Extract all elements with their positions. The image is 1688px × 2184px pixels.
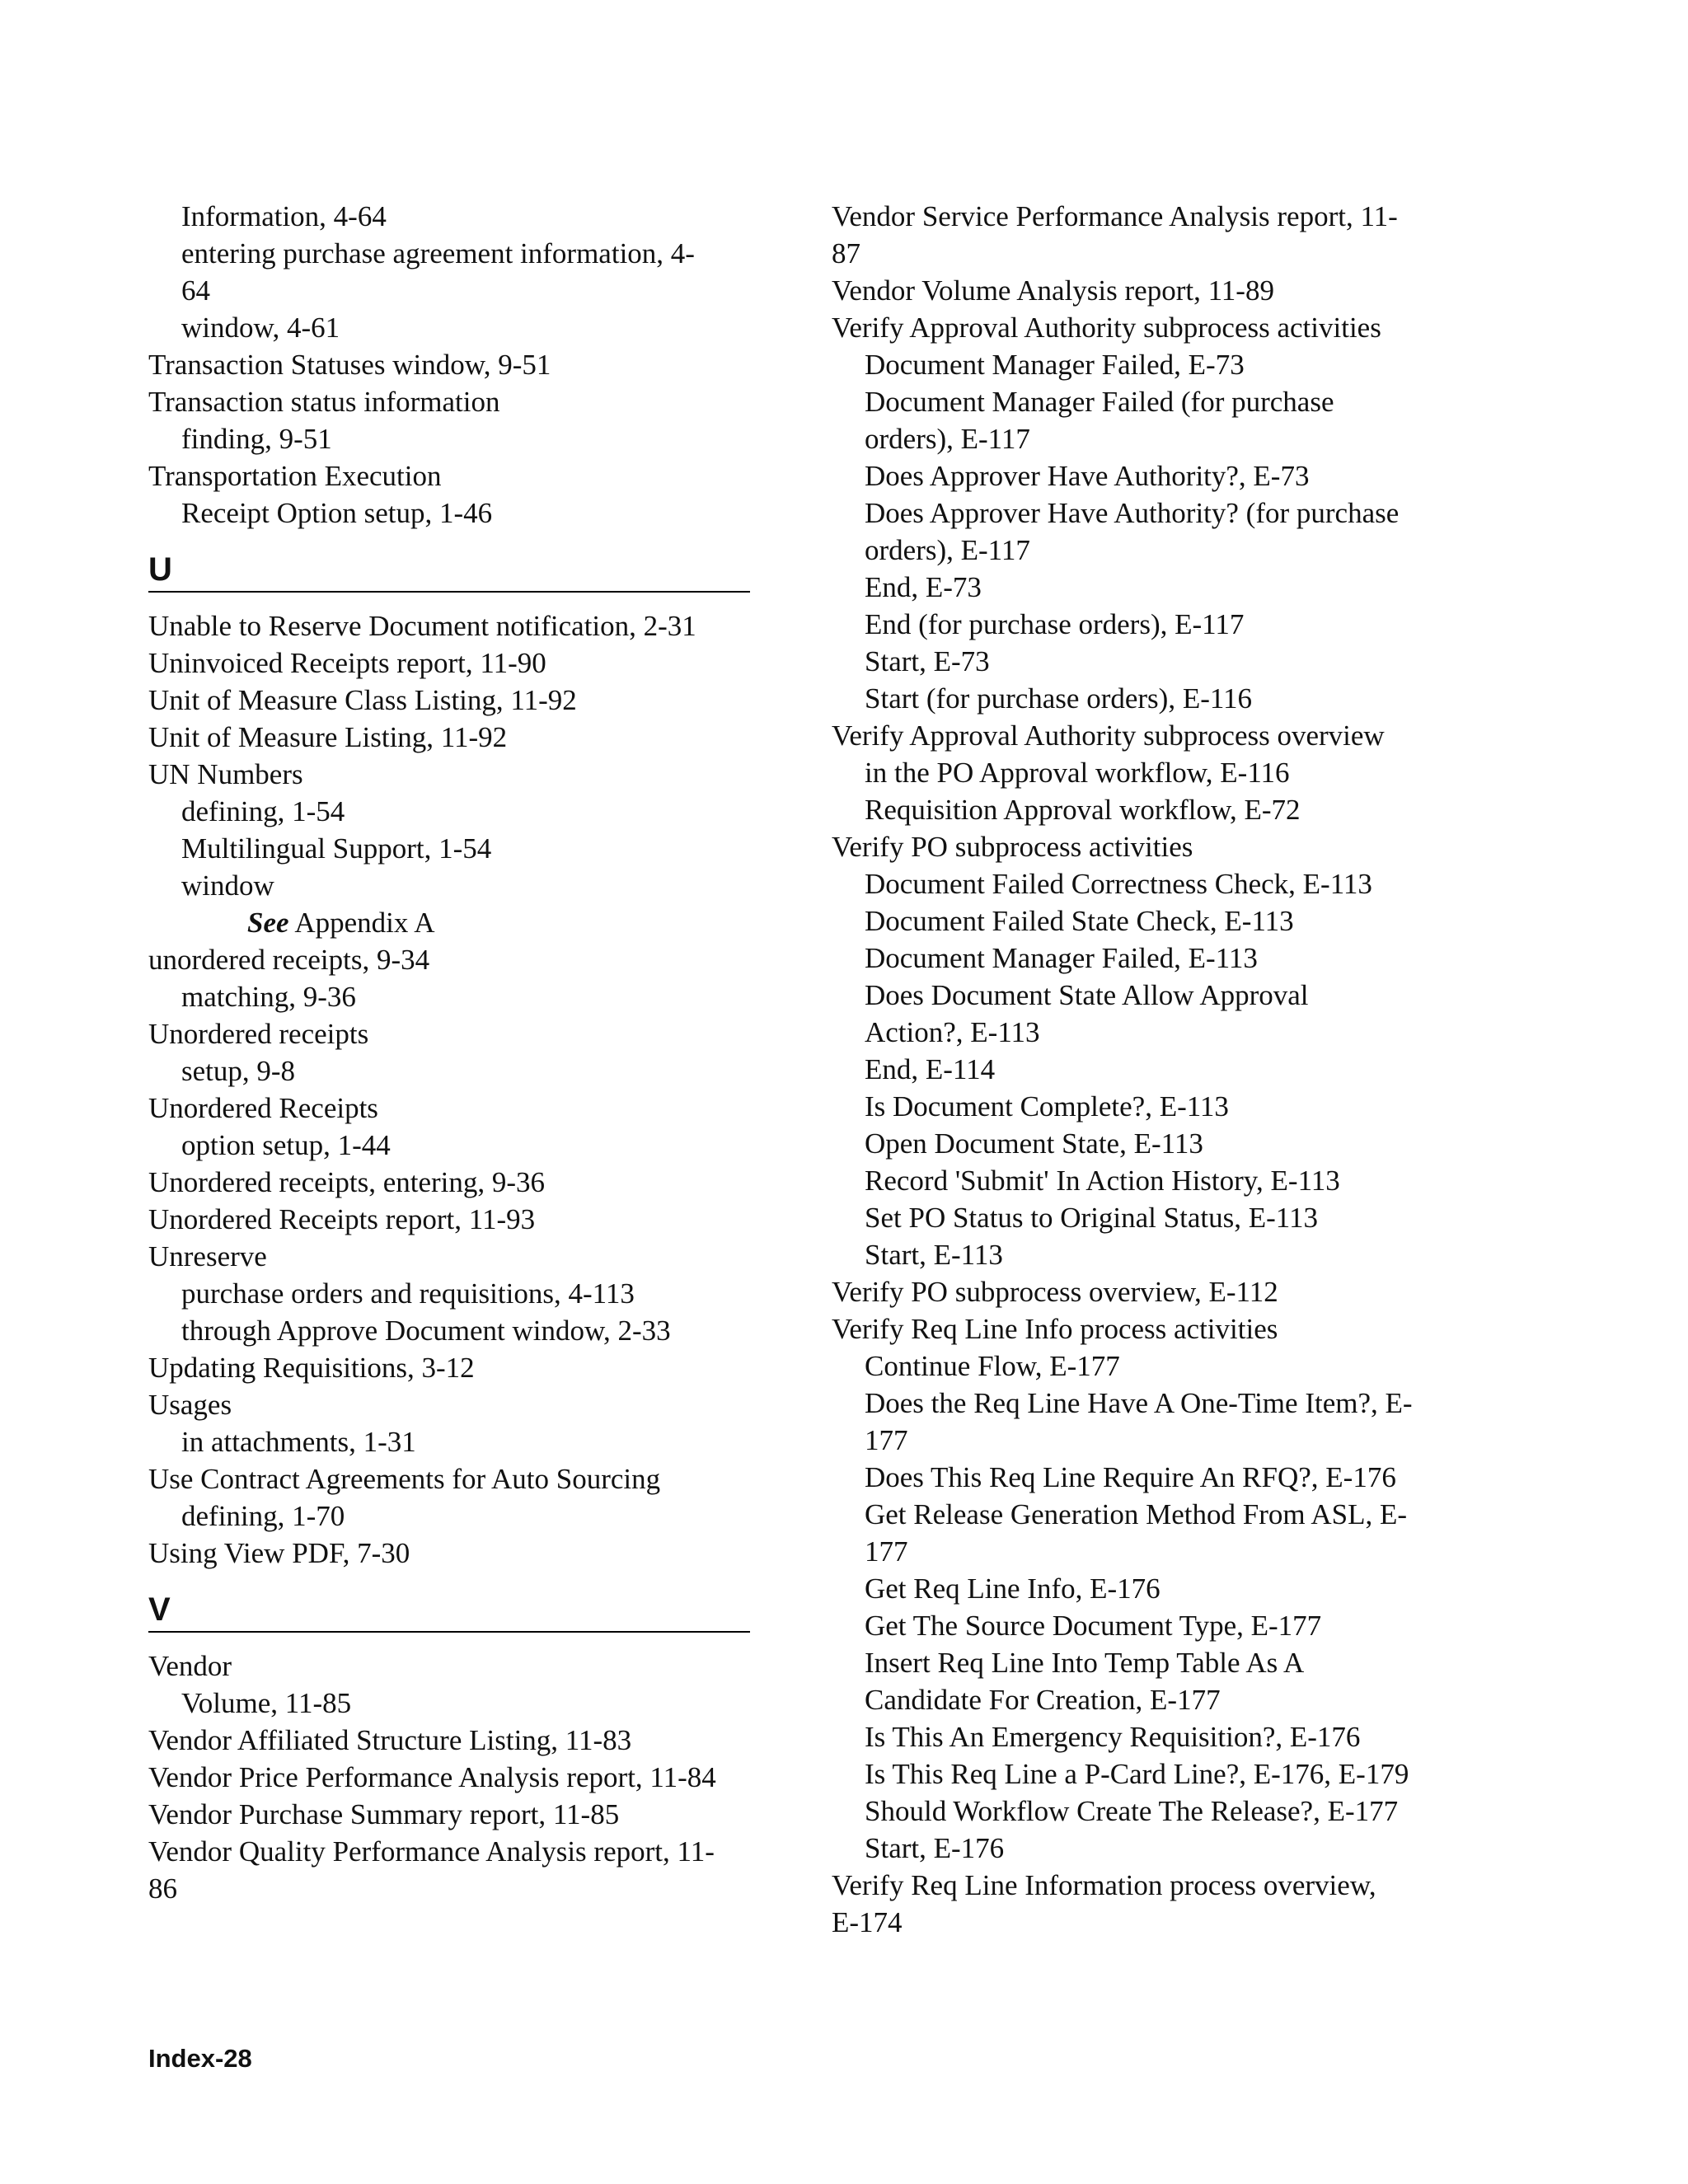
index-subentry: orders), E-117: [865, 423, 1030, 455]
index-subentry: End, E-114: [865, 1053, 996, 1085]
index-column-right: [832, 198, 1450, 1941]
index-subentry: Document Manager Failed, E-113: [865, 942, 1258, 974]
index-subentry: matching, 9-36: [181, 981, 356, 1013]
index-subentry: Receipt Option setup, 1-46: [181, 497, 493, 529]
index-entry: Vendor Volume Analysis report, 11-89: [832, 274, 1274, 307]
index-entry: Transportation Execution: [148, 460, 442, 492]
index-subentry: Is Document Complete?, E-113: [865, 1090, 1229, 1122]
index-subentry: End (for purchase orders), E-117: [865, 608, 1245, 640]
index-entry: Verify Approval Authority subprocess overview: [832, 719, 1385, 752]
index-subentry: Start (for purchase orders), E-116: [865, 682, 1253, 715]
index-subentry: Get Release Generation Method From ASL, E-: [865, 1498, 1408, 1530]
index-entry: Unordered Receipts: [148, 1092, 378, 1124]
index-subentry: Open Document State, E-113: [865, 1127, 1203, 1160]
index-subentry: Document Failed State Check, E-113: [865, 905, 1294, 937]
index-subentry: window: [181, 869, 274, 902]
index-subentry: Start, E-113: [865, 1239, 1003, 1271]
index-subentry: in attachments, 1-31: [181, 1426, 416, 1458]
index-entry: Vendor Purchase Summary report, 11-85: [148, 1798, 620, 1830]
index-entry: Usages: [148, 1389, 232, 1421]
index-letter-heading: V: [148, 1572, 750, 1633]
index-letter-heading: U: [148, 532, 750, 593]
index-subentry: Does Approver Have Authority?, E-73: [865, 460, 1310, 492]
index-entry: Updating Requisitions, 3-12: [148, 1352, 475, 1384]
index-subentry: Get Req Line Info, E-176: [865, 1572, 1160, 1605]
index-entry: Vendor Price Performance Analysis report, 11-84: [148, 1761, 716, 1793]
index-entry: Unreserve: [148, 1240, 267, 1272]
index-subentry: in the PO Approval workflow, E-116: [865, 757, 1290, 789]
index-subentry: Action?, E-113: [865, 1016, 1040, 1048]
index-column-left: [148, 198, 750, 1907]
index-entry: 86: [148, 1872, 177, 1905]
index-subentry: Does Approver Have Authority? (for purchase: [865, 497, 1400, 529]
index-entry: Vendor Service Performance Analysis report, 11-: [832, 200, 1398, 232]
index-entry: Verify Req Line Information process overview,: [832, 1869, 1376, 1901]
index-subentry: purchase orders and requisitions, 4-113: [181, 1277, 635, 1310]
index-entry: Transaction Statuses window, 9-51: [148, 349, 551, 381]
index-subentry: Insert Req Line Into Temp Table As A: [865, 1647, 1305, 1679]
index-entry: Verify PO subprocess overview, E-112: [832, 1276, 1278, 1308]
index-entry: UN Numbers: [148, 758, 303, 790]
index-entry: Vendor Quality Performance Analysis report, 11-: [148, 1835, 715, 1868]
index-entry: Verify Approval Authority subprocess activities: [832, 312, 1381, 344]
index-subentry: Does Document State Allow Approval: [865, 979, 1309, 1011]
index-entry: Unit of Measure Class Listing, 11-92: [148, 684, 577, 716]
index-subentry: Should Workflow Create The Release?, E-177: [865, 1795, 1399, 1827]
index-entry: unordered receipts, 9-34: [148, 944, 430, 976]
index-subentry: Candidate For Creation, E-177: [865, 1684, 1221, 1716]
index-see-reference: [148, 904, 750, 941]
index-subentry: Start, E-73: [865, 645, 990, 677]
index-subentry: Document Manager Failed (for purchase: [865, 386, 1334, 418]
index-subentry: option setup, 1-44: [181, 1129, 391, 1161]
index-subentry: Is This Req Line a P-Card Line?, E-176, E-179: [865, 1758, 1409, 1790]
see-target: Appendix A: [288, 907, 435, 939]
index-entry: Using View PDF, 7-30: [148, 1537, 410, 1569]
index-entry: Vendor Affiliated Structure Listing, 11-83: [148, 1724, 632, 1756]
index-subentry: through Approve Document window, 2-33: [181, 1315, 671, 1347]
index-entry: Verify Req Line Info process activities: [832, 1313, 1278, 1345]
index-entry: Unordered receipts: [148, 1018, 369, 1050]
index-subentry: Get The Source Document Type, E-177: [865, 1610, 1322, 1642]
index-subentry: window, 4-61: [181, 312, 340, 344]
index-entry: E-174: [832, 1906, 903, 1938]
index-entry: Unordered Receipts report, 11-93: [148, 1203, 536, 1235]
index-subentry: defining, 1-54: [181, 795, 345, 827]
index-entry: Uninvoiced Receipts report, 11-90: [148, 647, 546, 679]
index-entry: 87: [832, 237, 860, 269]
index-subentry: Does This Req Line Require An RFQ?, E-176: [865, 1461, 1396, 1493]
index-subentry: Set PO Status to Original Status, E-113: [865, 1202, 1318, 1234]
index-subentry: Requisition Approval workflow, E-72: [865, 794, 1301, 826]
index-subentry: Does the Req Line Have A One-Time Item?, E-: [865, 1387, 1413, 1419]
index-subentry: Continue Flow, E-177: [865, 1350, 1120, 1382]
index-subentry: 64: [181, 274, 210, 307]
index-subentry: finding, 9-51: [181, 423, 332, 455]
index-entry: Unordered receipts, entering, 9-36: [148, 1166, 546, 1198]
index-subentry: Document Manager Failed, E-73: [865, 349, 1245, 381]
index-subentry: Document Failed Correctness Check, E-113: [865, 868, 1372, 900]
index-subentry: Information, 4-64: [181, 200, 387, 232]
index-entry: Use Contract Agreements for Auto Sourcing: [148, 1463, 661, 1495]
index-subentry: Start, E-176: [865, 1832, 1005, 1864]
index-subentry: defining, 1-70: [181, 1500, 345, 1532]
index-entry: Transaction status information: [148, 386, 500, 418]
page-footer-label: Index-28: [148, 2044, 252, 2073]
index-entry: Unit of Measure Listing, 11-92: [148, 721, 508, 753]
index-subentry: entering purchase agreement information, 4-: [181, 237, 695, 269]
index-subentry: orders), E-117: [865, 534, 1030, 566]
index-entry: Verify PO subprocess activities: [832, 831, 1193, 863]
index-subentry: Is This An Emergency Requisition?, E-176: [865, 1721, 1361, 1753]
see-label: See: [247, 907, 289, 939]
index-subentry: End, E-73: [865, 571, 982, 603]
index-entry: Vendor: [148, 1650, 232, 1682]
index-entry: Unable to Reserve Document notification, 2-31: [148, 610, 696, 642]
index-subentry: Multilingual Support, 1-54: [181, 832, 492, 865]
index-subentry: setup, 9-8: [181, 1055, 296, 1087]
index-subentry: Volume, 11-85: [181, 1687, 352, 1719]
index-subentry: 177: [865, 1535, 908, 1568]
index-subentry: Record 'Submit' In Action History, E-113: [865, 1165, 1340, 1197]
index-subentry: 177: [865, 1424, 908, 1456]
